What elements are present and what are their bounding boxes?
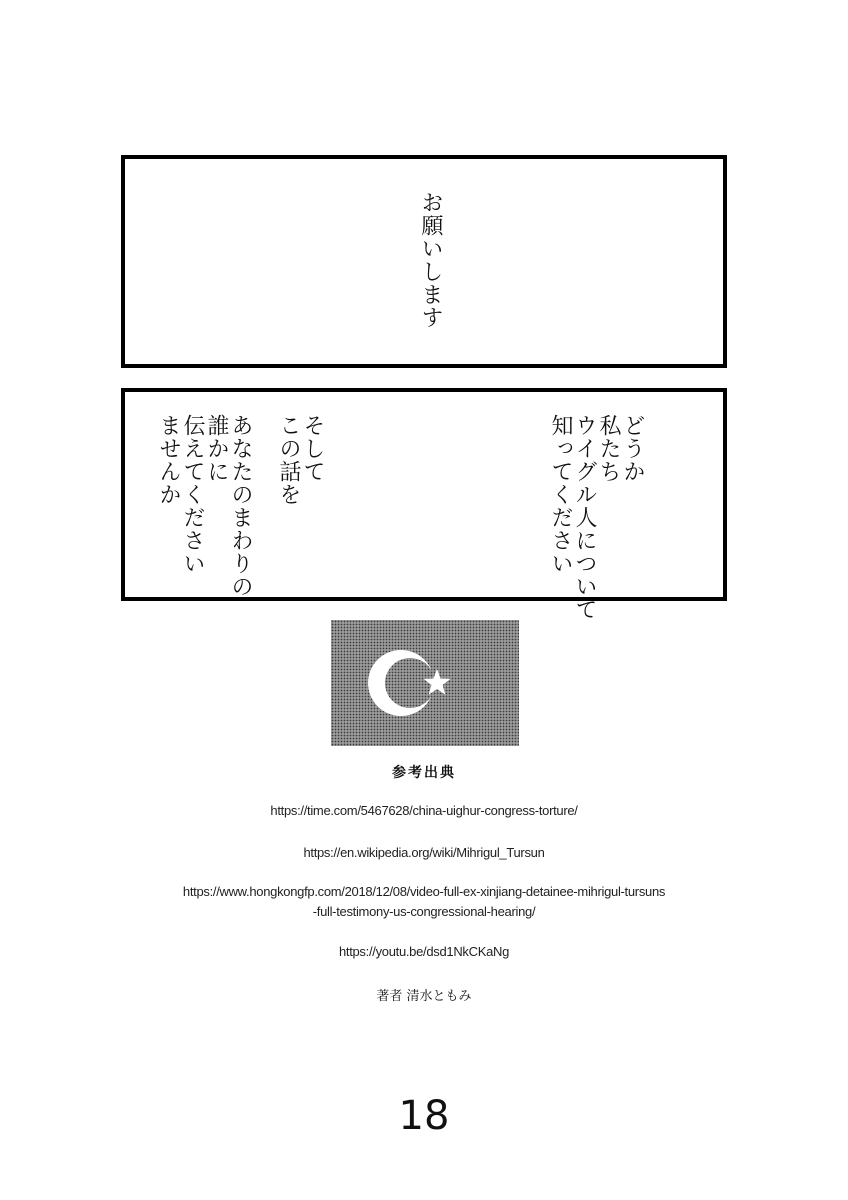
panel-text-left-line-3: あなたのまわりの: [228, 414, 253, 598]
comic-panel-bottom: [121, 388, 727, 621]
crescent-star-icon: [331, 620, 519, 746]
panel-text-left-line-6: ませんか: [156, 414, 181, 506]
crescent-shape: [368, 650, 434, 716]
reference-link-wikipedia[interactable]: https://en.wikipedia.org/wiki/Mihrigul_Tursun: [303, 845, 545, 860]
comic-panel-top: [121, 155, 727, 368]
panel-text-left-line-2: この話を: [276, 414, 301, 506]
reference-link-hongkongfp-continued[interactable]: -full-testimony-us-congressional-hearing/: [312, 904, 536, 919]
panel-text-left-line-1: そして: [300, 414, 325, 483]
panel-text-left-line-5: 伝えてください: [180, 414, 205, 575]
references-heading: 参考出典: [392, 765, 456, 781]
page-number: 18: [398, 1093, 450, 1139]
reference-link-hongkongfp[interactable]: https://www.hongkongfp.com/2018/12/08/video-full-ex-xinjiang-detainee-mihrigul-tursuns: [182, 884, 666, 899]
panel-text-right-line-2: 私たち: [596, 414, 621, 483]
panel-text-right-line-3: ウイグル人について: [572, 414, 597, 621]
panel-text-onegai: お願いします: [418, 191, 443, 329]
panel-text-right-line-1: どうか: [620, 414, 645, 483]
panel-text-right-line-4: 知ってください: [548, 414, 573, 575]
author-credit: 著者 清水ともみ: [376, 989, 472, 1004]
panel-text-left-line-4: 誰かに: [204, 414, 229, 483]
east-turkestan-flag: [331, 620, 519, 746]
reference-link-time[interactable]: https://time.com/5467628/china-uighur-congress-torture/: [270, 803, 578, 818]
reference-link-youtube[interactable]: https://youtu.be/dsd1NkCKaNg: [338, 944, 510, 959]
